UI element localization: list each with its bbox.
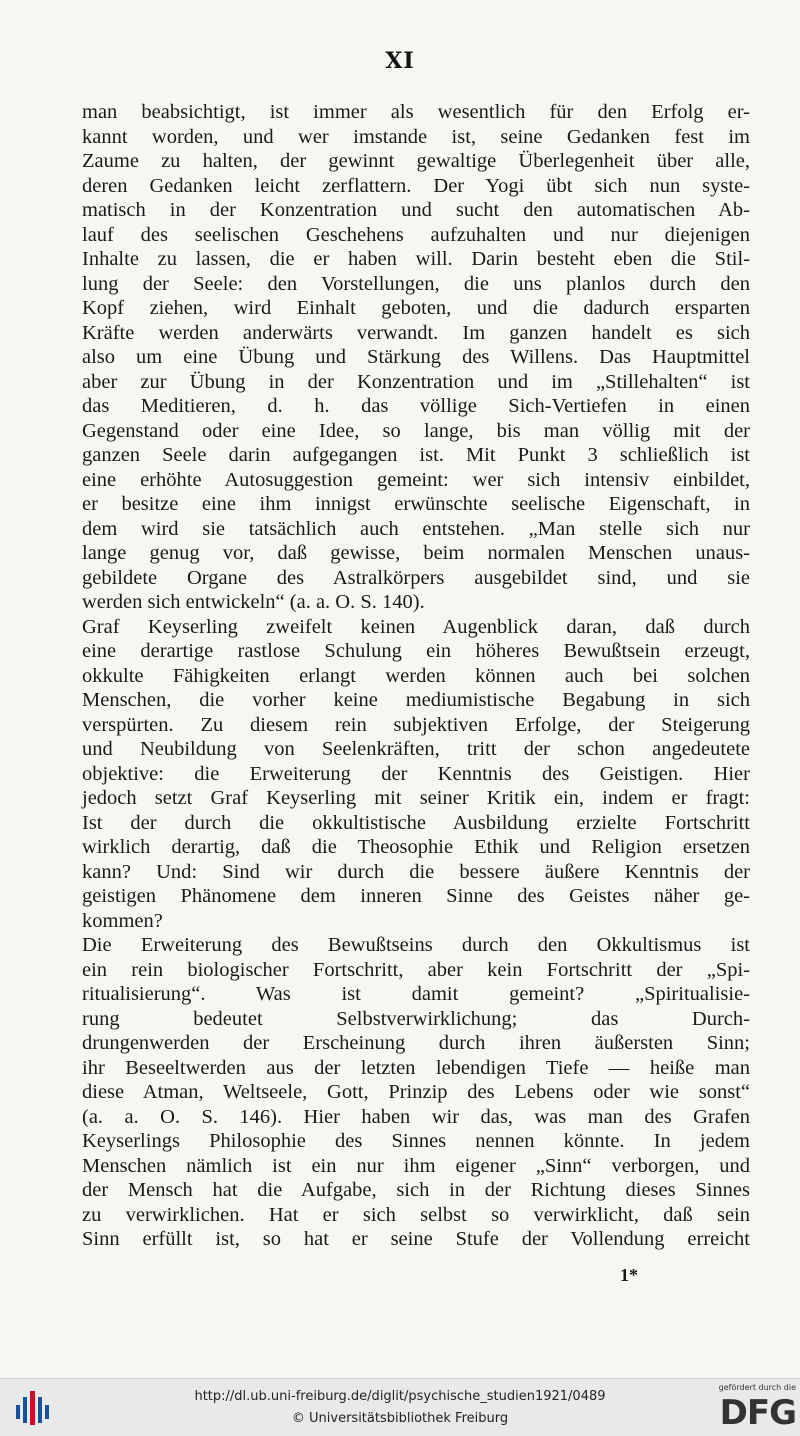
text-line: gebildete Organe des Astralkörpers ausgebildet sind, und sie [82,566,750,589]
text-line: Menschen nämlich ist ein nur ihm eigener „Sinn“ verborgen, und [82,1154,750,1177]
text-line: Menschen, die vorher keine mediumistische Begabung in sich [82,689,750,711]
text-line: ihr Beseeltwerden aus der letzten lebendigen Tiefe — heiße man [82,1056,750,1079]
text-line: drungenwerden der Erscheinung durch ihren äußersten Sinn; [82,1032,750,1054]
text-line: objektive: die Erweiterung der Kenntnis des Geistigen. Hier [82,762,750,785]
text-line: Graf Keyserling zweifelt keinen Augenblick daran, daß durch [82,615,750,638]
text-line: Inhalte zu lassen, die er haben will. Darin besteht eben die Stil- [82,248,750,270]
text-line: kannt worden, und wer imstande ist, seine Gedanken fest im [82,125,750,148]
text-line: also um eine Übung und Stärkung des Willens. Das Hauptmittel [82,346,750,368]
signature-mark: 1* [620,1265,638,1285]
body-text [82,100,750,1252]
text-line: Kräfte werden anderwärts verwandt. Im ganzen handelt es sich [82,321,750,344]
text-line: zu verwirklichen. Hat er sich selbst so verwirklicht, daß sein [82,1203,750,1226]
dfg-caption: gefördert durch die [718,1383,796,1392]
text-line: matisch in der Konzentration und sucht den automatischen Ab- [82,199,750,221]
text-line: und Neubildung von Seelenkräften, tritt der schon angedeutete [82,738,750,760]
text-line: jedoch setzt Graf Keyserling mit seiner Kritik ein, indem er fragt: [82,787,750,809]
text-line: dem wird sie tatsächlich auch entstehen. „Man stelle sich nur [82,517,750,540]
text-line: rung bedeutet Selbstverwirklichung; das Durch- [82,1007,750,1030]
text-line: man beabsichtigt, ist immer als wesentlich für den Erfolg er- [82,101,750,123]
text-line: kann? Und: Sind wir durch die bessere äußere Kenntnis der [82,860,750,883]
text-line: ein rein biologischer Fortschritt, aber kein Fortschritt der „Spi- [82,958,750,981]
text-line: verspürten. Zu diesem rein subjektiven Erfolge, der Steigerung [82,713,750,736]
text-line: Ist der durch die okkultistische Ausbildung erzielte Fortschritt [82,811,750,834]
text-line: Keyserlings Philosophie des Sinnes nennen könnte. In jedem [82,1130,750,1152]
dfg-logo-text: DFG [719,1393,796,1433]
text-line: lauf des seelischen Geschehens aufzuhalten und nur diejenigen [82,223,750,246]
copyright-notice: © Universitätsbibliothek Freiburg [291,1411,509,1426]
text-line: Kopf ziehen, wird Einhalt geboten, und die dadurch ersparten [82,297,750,319]
text-line: werden sich entwickeln“ (a. a. O. S. 140). [82,591,425,613]
text-line: ritualisierung“. Was ist damit gemeint? „Spiritualisie- [82,983,750,1005]
text-line: Gegenstand oder eine Idee, so lange, bis man völlig mit der [82,419,750,442]
dfg-logo [704,1383,796,1433]
text-line: kommen? [82,909,163,932]
viewer-footer [0,1378,800,1436]
text-line: wirklich derartig, daß die Theosophie Ethik und Religion ersetzen [82,836,750,858]
text-line: lange genug vor, daß gewisse, beim normalen Menschen unaus- [82,542,750,564]
text-line: aber zur Übung in der Konzentration und im „Stillehalten“ ist [82,370,750,393]
text-line: er besitze eine ihm innigst erwünschte seelische Eigenschaft, in [82,493,750,515]
text-line: Sinn erfüllt ist, so hat er seine Stufe der Vollendung erreicht [82,1228,750,1250]
text-line: diese Atman, Weltseele, Gott, Prinzip des Lebens oder wie sonst“ [82,1081,750,1103]
text-line: Die Erweiterung des Bewußtseins durch den Okkultismus ist [82,934,750,956]
text-line: eine erhöhte Autosuggestion gemeint: wer sich intensiv einbildet, [82,468,750,491]
text-line: Zaume zu halten, der gewinnt gewaltige Überlegenheit über alle, [82,150,750,172]
text-line: ganzen Seele darin aufgegangen ist. Mit Punkt 3 schließlich ist [82,444,750,466]
text-line: okkulte Fähigkeiten erlangt werden können auch bei solchen [82,664,750,687]
text-line: der Mensch hat die Aufgabe, sich in der Richtung dieses Sinnes [82,1179,750,1201]
text-line: geistigen Phänomene dem inneren Sinne des Geistes näher ge- [82,885,750,907]
text-line: deren Gedanken leicht zerflattern. Der Yogi übt sich nun syste- [82,174,750,197]
text-line: (a. a. O. S. 146). Hier haben wir das, was man des Grafen [82,1105,750,1128]
text-line: lung der Seele: den Vorstellungen, die uns planlos durch den [82,272,750,295]
text-line: eine derartige rastlose Schulung ein höheres Bewußtsein erzeugt, [82,640,750,662]
text-line: das Meditieren, d. h. das völlige Sich-Vertiefen in einen [82,395,750,417]
page-number: XI [385,48,415,74]
document-url[interactable]: http://dl.ub.uni-freiburg.de/diglit/psychische_studien1921/0489 [194,1389,606,1404]
